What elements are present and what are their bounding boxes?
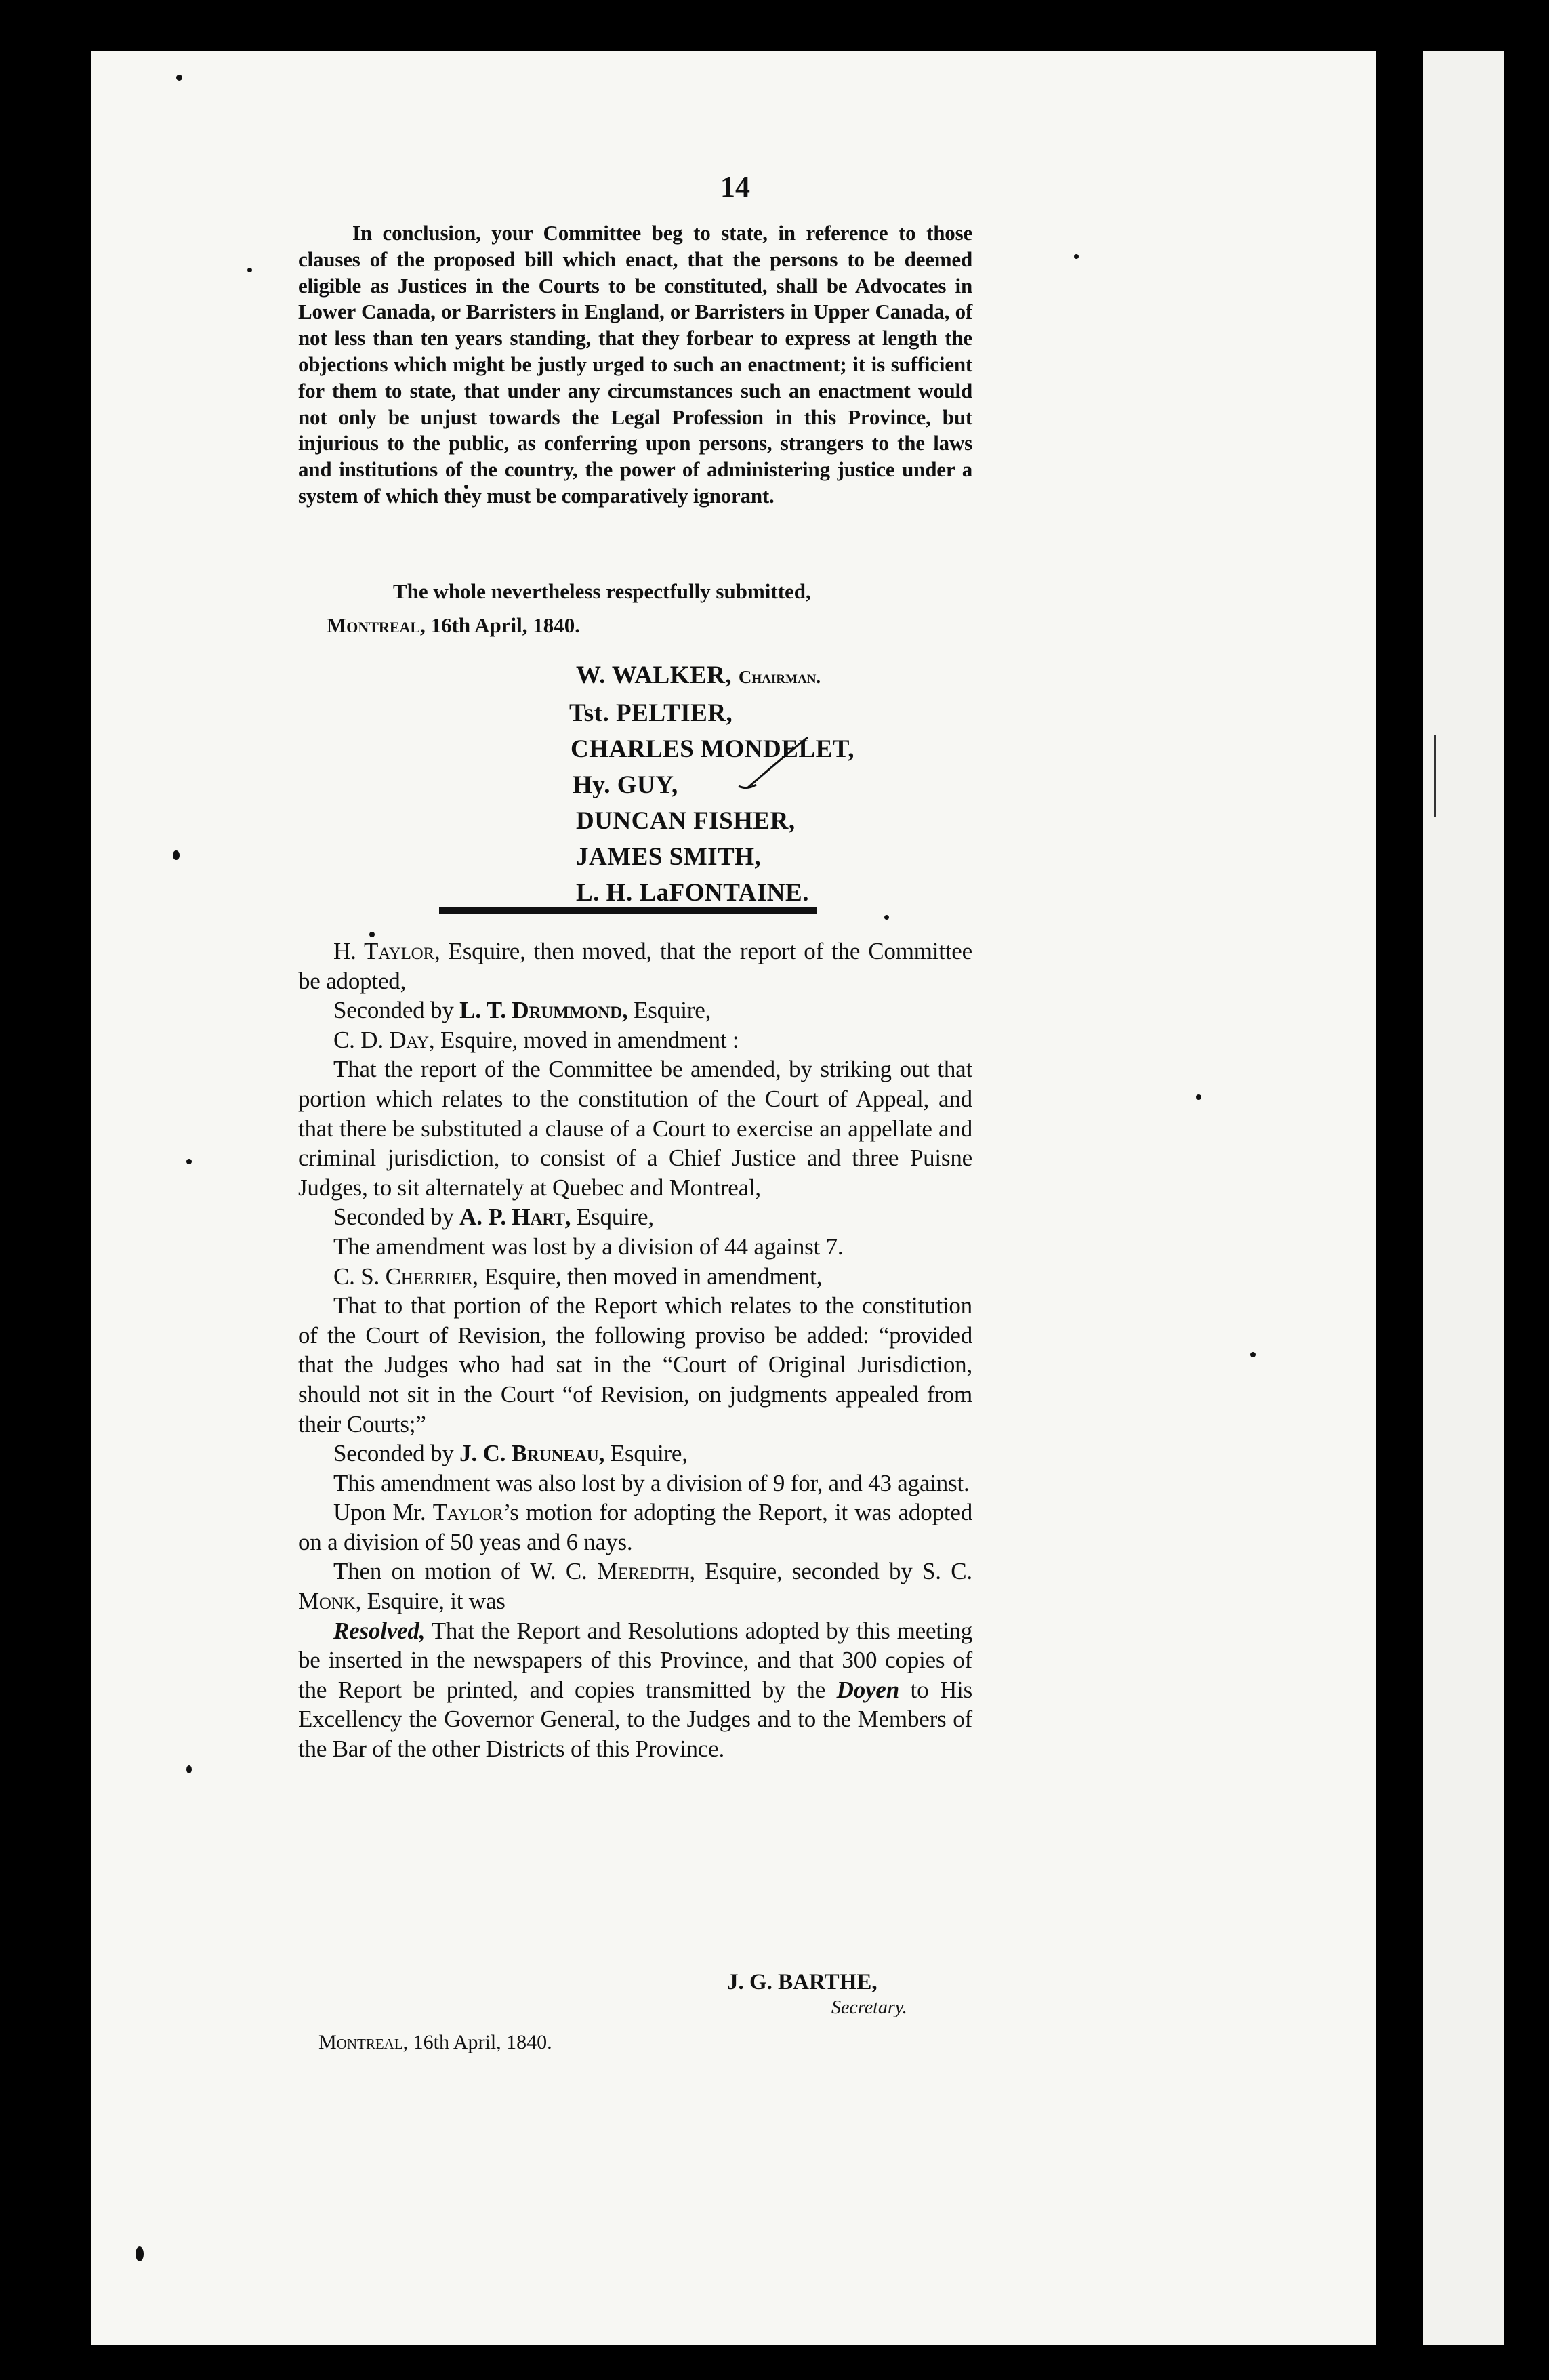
conclusion-text: In conclusion, your Committee beg to state, in reference to those clauses of the proposed bill which enact, that the persons to be deemed eligible as Justices in the Courts to be constituted, shall be Advocates in Lower Canada, or Barristers in England, or Barristers in Upper Canada, of not less than ten years standing, that they forbear to express at length the objections which might be justly urged to such an enactment; it is sufficient for them to state, that under any circumstances such an enactment would not only be unjust towards the Legal Profession in this Province, but injurious to the public, as conferring upon persons, strangers to the laws and institutions of the country, the power of administering justice under a system of which they must be comparatively ignorant. bbox=[298, 221, 972, 508]
report-dateline bbox=[327, 613, 580, 638]
section-divider bbox=[439, 907, 817, 914]
mover-name: W. C. Meredith, bbox=[530, 1558, 695, 1585]
page-number: 14 bbox=[720, 170, 750, 203]
signatory-role: Chairman. bbox=[738, 667, 821, 687]
binding-shadow bbox=[1376, 0, 1423, 2380]
meeting-proceedings bbox=[298, 937, 972, 1764]
signatory-name: DUNCAN FISHER, bbox=[576, 807, 796, 835]
signatory-name: CHARLES MONDELET, bbox=[571, 735, 854, 763]
mover-name: C. D. Day, bbox=[333, 1026, 435, 1053]
proceeding-taylor-motion: H. Taylor, Esquire, then moved, that the report of the Committee be adopted, bbox=[298, 938, 972, 994]
closing-dateline bbox=[318, 2031, 552, 2054]
facing-page-edge bbox=[1423, 51, 1504, 2345]
mover-name: Taylor bbox=[432, 1499, 503, 1526]
proceeding-report-adopted: Upon Mr. Taylor’s motion for adopting the Report, it was adopted on a division of 50 yeas and 6 nays. bbox=[298, 1499, 972, 1555]
signatory-name: Hy. GUY, bbox=[573, 771, 678, 799]
signatory-name: L. H. LaFONTAINE. bbox=[576, 879, 809, 907]
mover-name: C. S. Cherrier, bbox=[333, 1263, 478, 1290]
resolved-lead: Resolved, bbox=[333, 1617, 426, 1644]
doyen-term: Doyen bbox=[836, 1676, 899, 1703]
proceeding-day-amendment: C. D. Day, Esquire, moved in amendment : bbox=[333, 1026, 739, 1053]
proceeding-resolution: Resolved, That the Report and Resolutions adopted by this meeting be inserted in the newspapers of this Province, and that 300 copies of the Report be printed, and copies transmitted by the Doyen to His Excellency the Governor General, to the Judges and to the Members of the Bar of the other Districts of this Province. bbox=[298, 1617, 972, 1763]
closing-place: Montreal, bbox=[318, 2031, 409, 2053]
signatory-name: JAMES SMITH, bbox=[576, 843, 762, 871]
seconder-name: A. P. Hart, bbox=[459, 1204, 571, 1231]
proceeding-proviso-text: That to that portion of the Report which relates to the constitution of the Court of Revision, the following proviso be added: “provided that the Judges who had sat in the “Court of Original Jurisdiction, should not sit in the Court “of Revision, on judgments appealed from their Courts;” bbox=[298, 1292, 972, 1437]
seconder-name: J. C. Bruneau, bbox=[459, 1440, 605, 1467]
dateline-date: 16th April, 1840. bbox=[430, 613, 581, 637]
proceeding-second-amendment-lost: This amendment was also lost by a division of 9 for, and 43 against. bbox=[333, 1469, 970, 1496]
signatory-name: W. WALKER, bbox=[576, 661, 732, 689]
proceeding-seconded-hart: Seconded by A. P. Hart, Esquire, bbox=[333, 1204, 654, 1231]
proceeding-amendment-text: That the report of the Committee be amended, by striking out that portion which relates to the constitution of the Court of Appeal, and that there be substituted a clause of a Court to exercise an appellate and criminal jurisdiction, to consist of a Chief Justice and three Puisne Judges, to sit alternately at Quebec and Montreal, bbox=[298, 1056, 972, 1201]
closing-date: 16th April, 1840. bbox=[413, 2031, 552, 2053]
proceeding-meredith-motion: Then on motion of W. C. Meredith, Esquire, seconded by S. C. Monk, Esquire, it was bbox=[298, 1558, 972, 1615]
dateline-place: Montreal, bbox=[327, 613, 426, 637]
seconder-name: S. C. Monk, bbox=[298, 1558, 972, 1615]
signatory-peltier bbox=[569, 695, 854, 731]
committee-conclusion-paragraph bbox=[298, 220, 972, 510]
secretary-title: Secretary. bbox=[831, 1997, 907, 2018]
proceeding-amendment-lost: The amendment was lost by a division of 44 against 7. bbox=[333, 1233, 844, 1260]
pen-stroke-mark bbox=[733, 732, 814, 793]
proceeding-seconded-drummond: Seconded by L. T. Drummond, Esquire, bbox=[333, 997, 711, 1024]
signatory-walker bbox=[576, 657, 854, 695]
signatory-smith bbox=[576, 839, 854, 875]
signatory-name: Tst. PELTIER, bbox=[569, 699, 733, 727]
seconder-name: L. T. Drummond, bbox=[459, 997, 628, 1024]
submitted-line: The whole nevertheless respectfully submitted, bbox=[393, 579, 811, 603]
secretary-name: J. G. BARTHE, bbox=[727, 1970, 877, 1994]
mover-name: H. Taylor, bbox=[333, 938, 440, 964]
proceeding-cherrier-amendment: C. S. Cherrier, Esquire, then moved in amendment, bbox=[333, 1263, 823, 1290]
proceeding-seconded-bruneau: Seconded by J. C. Bruneau, Esquire, bbox=[333, 1440, 688, 1467]
signatory-lafontaine bbox=[576, 875, 854, 911]
signatory-fisher bbox=[576, 803, 854, 839]
